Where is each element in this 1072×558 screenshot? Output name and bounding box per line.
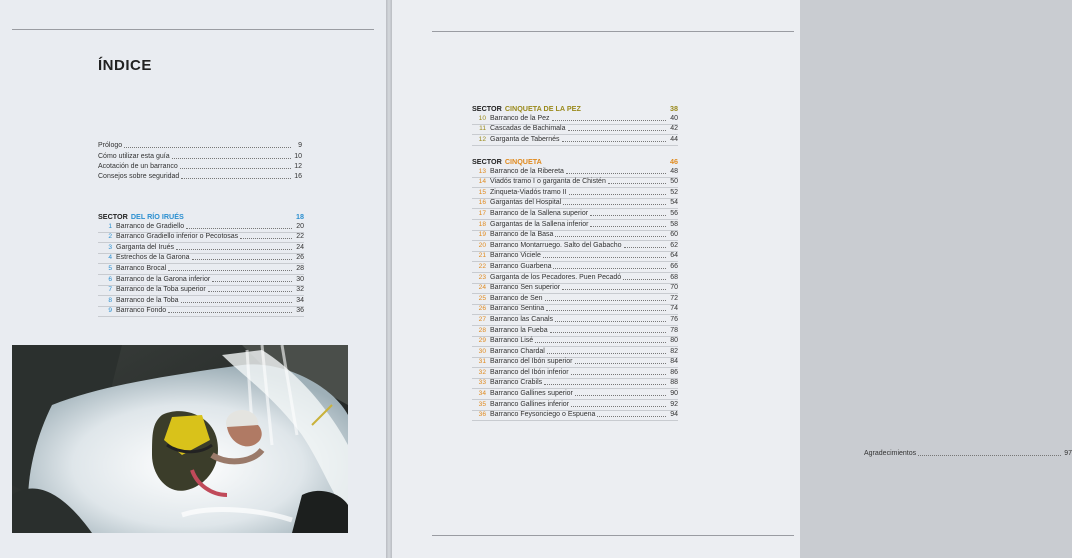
toc-item[interactable]: 9 Barranco Fondo 36 bbox=[98, 307, 304, 318]
toc-item[interactable]: 20 Barranco Montarruego. Salto del Gabacho 62 bbox=[472, 241, 678, 252]
toc-item[interactable]: 6 Barranco de la Garona inferior 30 bbox=[98, 275, 304, 286]
toc-item[interactable]: 18 Gargantas de la Sallena inferior 58 bbox=[472, 220, 678, 231]
prologue-row[interactable]: Consejos sobre seguridad 16 bbox=[98, 173, 302, 181]
page-title: ÍNDICE bbox=[98, 57, 152, 74]
toc-item[interactable]: 4 Estrechos de la Garona 26 bbox=[98, 254, 304, 265]
toc-item[interactable]: 29 Barranco Lisé 80 bbox=[472, 337, 678, 348]
toc-item[interactable]: 11 Cascadas de Bachimala 42 bbox=[472, 125, 678, 136]
toc-list-irues bbox=[98, 222, 304, 317]
toc-item[interactable]: 24 Barranco Sen superior 70 bbox=[472, 284, 678, 295]
toc-list-cinqueta bbox=[472, 167, 678, 421]
toc-item[interactable]: 28 Barranco la Fueba 78 bbox=[472, 326, 678, 337]
bottom-rule bbox=[432, 535, 794, 536]
toc-item[interactable]: 2 Barranco Gradiello inferior o Pecotosas 22 bbox=[98, 233, 304, 244]
toc-item[interactable]: 33 Barranco Crabils 88 bbox=[472, 379, 678, 390]
toc-item[interactable]: 14 Viadós tramo I o garganta de Chistén 50 bbox=[472, 178, 678, 189]
toc-item[interactable]: 17 Barranco de la Sallena superior 56 bbox=[472, 209, 678, 220]
canyoning-photo bbox=[12, 345, 348, 533]
acknowledgements-row[interactable]: Agradecimientos 97 bbox=[864, 450, 1072, 458]
toc-item[interactable]: 30 Barranco Chardal 82 bbox=[472, 347, 678, 358]
toc-item[interactable]: 10 Barranco de la Pez 40 bbox=[472, 114, 678, 125]
prologue-row[interactable]: Cómo utilizar esta guía 10 bbox=[98, 152, 302, 160]
right-page bbox=[392, 0, 1072, 558]
toc-item[interactable]: 5 Barranco Brocal 28 bbox=[98, 264, 304, 275]
top-rule bbox=[432, 31, 794, 32]
toc-item[interactable]: 21 Barranco Viciele 64 bbox=[472, 252, 678, 263]
toc-item[interactable]: 27 Barranco las Canals 76 bbox=[472, 315, 678, 326]
prologue-row[interactable]: Acotación de un barranco 12 bbox=[98, 162, 302, 170]
toc-item[interactable]: 26 Barranco Sentina 74 bbox=[472, 305, 678, 316]
toc-item[interactable]: 3 Garganta del Irués 24 bbox=[98, 243, 304, 254]
top-rule bbox=[12, 29, 374, 30]
left-page bbox=[0, 0, 386, 558]
toc-item[interactable]: 34 Barranco Gallines superior 90 bbox=[472, 389, 678, 400]
toc-item[interactable]: 15 Zinqueta-Viadós tramo II 52 bbox=[472, 188, 678, 199]
toc-item[interactable]: 12 Garganta de Tabernés 44 bbox=[472, 135, 678, 146]
toc-item[interactable]: 1 Barranco de Gradiello 20 bbox=[98, 222, 304, 233]
toc-item[interactable]: 32 Barranco del Ibón inferior 86 bbox=[472, 368, 678, 379]
toc-item[interactable]: 19 Barranco de la Basa 60 bbox=[472, 231, 678, 242]
toc-item[interactable]: 31 Barranco del Ibón superior 84 bbox=[472, 358, 678, 369]
toc-item[interactable]: 35 Barranco Gallines inferior 92 bbox=[472, 400, 678, 411]
toc-list-cinqueta-de-la-pez bbox=[472, 114, 678, 146]
toc-item[interactable]: 8 Barranco de la Toba 34 bbox=[98, 296, 304, 307]
toc-item[interactable]: 13 Barranco de la Ribereta 48 bbox=[472, 167, 678, 178]
toc-item[interactable]: 23 Garganta de los Pecadores. Puen Pecadó 68 bbox=[472, 273, 678, 284]
sector-header-cinqueta[interactable]: SECTOR CINQUETA 46 bbox=[472, 157, 678, 166]
toc-item[interactable]: 16 Gargantas del Hospital 54 bbox=[472, 199, 678, 210]
prologue-list bbox=[98, 141, 302, 182]
toc-item[interactable]: 25 Barranco de Sen 72 bbox=[472, 294, 678, 305]
sector-header-irues[interactable]: SECTOR DEL RÍO IRUÉS 18 bbox=[98, 212, 304, 221]
prologue-row[interactable]: Prólogo 9 bbox=[98, 142, 302, 150]
toc-item[interactable]: 7 Barranco de la Toba superior 32 bbox=[98, 286, 304, 297]
toc-item[interactable]: 36 Barranco Feysonciego o Espuena 94 bbox=[472, 411, 678, 422]
toc-item[interactable]: 22 Barranco Guarbena 66 bbox=[472, 262, 678, 273]
sector-header-cinqueta-de-la-pez[interactable]: SECTOR CINQUETA DE LA PEZ 38 bbox=[472, 104, 678, 113]
